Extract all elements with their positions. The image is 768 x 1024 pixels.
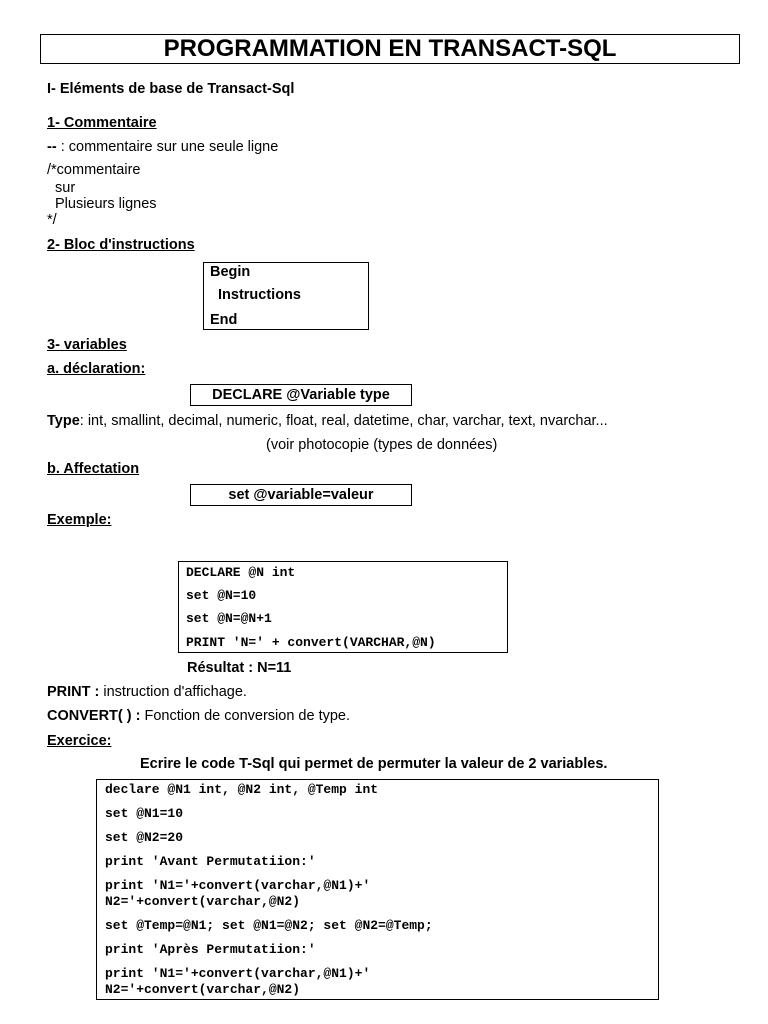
comment-heading: 1- Commentaire: [47, 115, 157, 131]
multi-comment-line: /*commentaire: [47, 162, 141, 178]
code-line: N2='+convert(varchar,@N2): [105, 982, 301, 997]
type-line: [47, 413, 608, 429]
comment-desc: : commentaire sur une seule ligne: [56, 139, 279, 155]
convert-definition: [47, 708, 350, 724]
exercice-statement: Ecrire le code T-Sql qui permet de permuter la valeur de 2 variables.: [140, 756, 608, 772]
exemple-result: Résultat : N=11: [187, 660, 292, 676]
single-line-comment: [47, 139, 278, 155]
code-line: set @N=@N+1: [186, 611, 272, 626]
multi-comment-line: Plusieurs lignes: [55, 196, 157, 212]
convert-desc: Fonction de conversion de type.: [140, 708, 351, 724]
code-line: print 'Après Permutatiion:': [105, 942, 316, 957]
code-line: PRINT 'N=' + convert(VARCHAR,@N): [186, 635, 436, 650]
exemple-code-box: [178, 561, 508, 653]
multi-comment-line: */: [47, 212, 57, 228]
code-line: set @Temp=@N1; set @N1=@N2; set @N2=@Temp;: [105, 918, 433, 933]
photocopy-note: (voir photocopie (types de données): [266, 437, 498, 453]
code-line: N2='+convert(varchar,@N2): [105, 894, 301, 909]
bloc-box: [203, 262, 369, 330]
code-line: set @N=10: [186, 588, 257, 603]
print-label: PRINT :: [47, 684, 100, 700]
declare-syntax-box: DECLARE @Variable type: [190, 384, 412, 406]
print-definition: [47, 684, 247, 700]
declaration-heading: a. déclaration:: [47, 361, 146, 377]
bloc-begin: Begin: [210, 264, 251, 280]
variables-heading: 3- variables: [47, 337, 127, 353]
page-title: PROGRAMMATION EN TRANSACT-SQL: [40, 34, 740, 64]
comment-prefix: --: [47, 139, 57, 155]
code-line: print 'N1='+convert(varchar,@N1)+': [105, 966, 371, 981]
type-label: Type: [47, 413, 80, 429]
code-line: DECLARE @N int: [186, 565, 296, 580]
code-line: print 'Avant Permutatiion:': [105, 854, 316, 869]
section-heading: I- Eléments de base de Transact-Sql: [47, 81, 295, 97]
code-line: set @N2=20: [105, 830, 184, 845]
convert-label: CONVERT( ) :: [47, 708, 141, 724]
type-list: : int, smallint, decimal, numeric, float, real, datetime, char, varchar, text, nvarchar...: [79, 413, 608, 429]
bloc-end: End: [210, 312, 238, 328]
code-line: set @N1=10: [105, 806, 184, 821]
code-line: print 'N1='+convert(varchar,@N1)+': [105, 878, 371, 893]
bloc-instructions: Instructions: [218, 287, 301, 303]
exercice-code-box: [96, 779, 659, 1000]
code-line: declare @N1 int, @N2 int, @Temp int: [105, 782, 379, 797]
multi-comment-line: sur: [55, 180, 76, 196]
print-desc: instruction d'affichage.: [99, 684, 247, 700]
exemple-heading: Exemple:: [47, 512, 112, 528]
set-syntax-box: set @variable=valeur: [190, 484, 412, 506]
affectation-heading: b. Affectation: [47, 461, 140, 477]
bloc-heading: 2- Bloc d'instructions: [47, 237, 195, 253]
exercice-heading: Exercice:: [47, 733, 112, 749]
